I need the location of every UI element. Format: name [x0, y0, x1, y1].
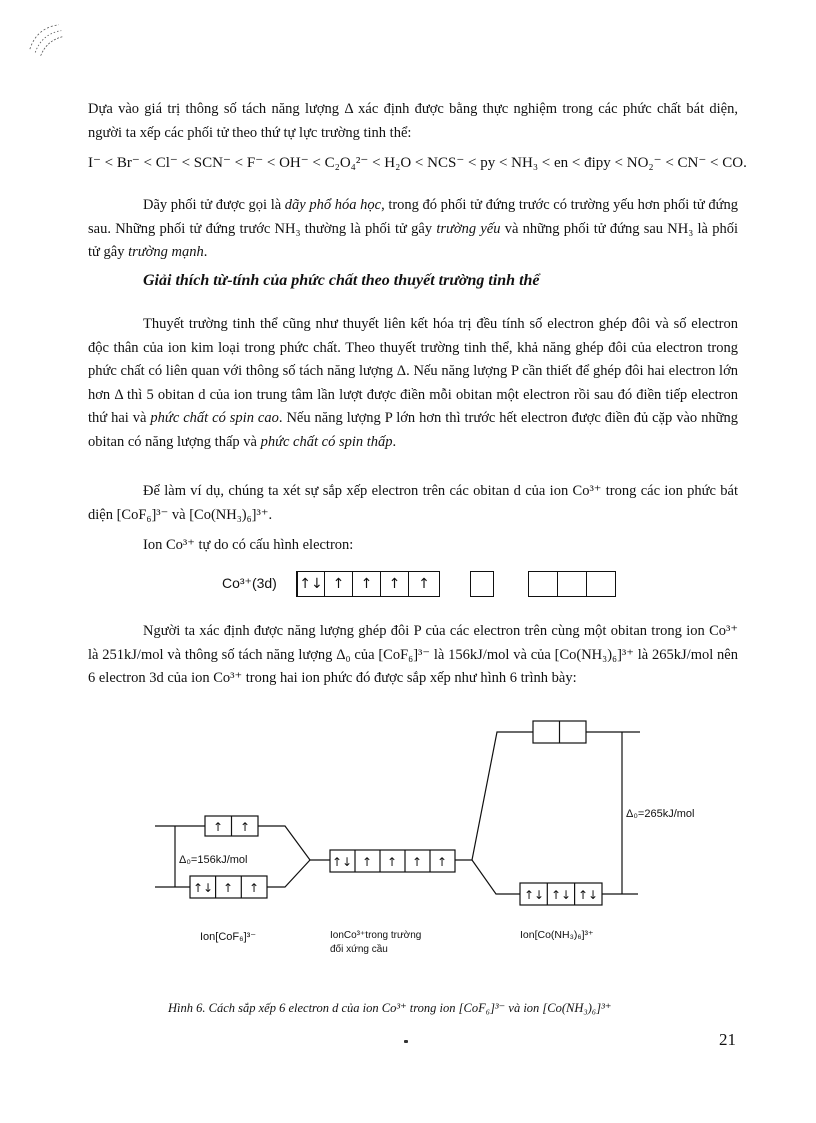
- electron-arrow: ↑: [436, 855, 448, 869]
- electron-arrow: ↑↓: [192, 881, 214, 895]
- p-orbital-box: [586, 571, 616, 597]
- electron-arrow: ↑↓: [523, 888, 545, 902]
- theory-paragraph: Thuyết trường tinh thể cũng như thuyết liên kết hóa trị đều tính số electron ghép đôi và số electron độc thân của ion kim loại trong phức chất. Theo thuyết trường tinh thể, khả năng ghép đôi của electron trong phức chất có liên quan với thông số tách năng lượng Δ. Nếu năng lượng P cần thiết để ghép đôi hai electron lớn hơn Δ thì 5 obitan d của ion trung tâm lần lượt được điền mỗi obitan một electron rồi sau đó điền tiếp electron thứ hai và phức chất có spin cao. Nếu năng lượng P lớn hơn thì trước hết electron được điền đủ cặp vào những obitan có năng lượng thấp và phức chất có spin thấp.: [88, 316, 738, 450]
- series-definition-paragraph: Dãy phối tử được gọi là dãy phổ hóa học, trong đó phối tử đứng trước có trường yếu hơn phối tử đứng sau. Những phối tử đứng trước NH₃ thường là phối tử gây trường yếu và những phối tử đứng sau NH₃ là phối tử gây trường mạnh.: [88, 197, 738, 260]
- label-cof6: Ion[CoF₆]³⁻: [200, 931, 257, 943]
- splitting-diagram: [150, 712, 730, 972]
- d-orbital-box: ↑: [324, 571, 353, 597]
- config-label: Co³⁺(3d): [222, 575, 277, 591]
- electron-arrow: ↑↓: [577, 888, 599, 902]
- energy-paragraph: Người ta xác định được năng lượng ghép đôi P của các electron trên cùng một obitan trong ion Co³⁺ là 251kJ/mol và thông số tách năng lượng Δ₀ của [CoF₆]³⁻ là 156kJ/mol và của [Co(NH₃)₆]³⁺ là 265kJ/mol nên 6 electron 3d của ion Co³⁺ trong hai ion phức đó được sắp xếp như hình 6 trình bày:: [88, 623, 738, 686]
- d-orbital-box: ↑: [352, 571, 381, 597]
- scan-speck: [404, 1040, 408, 1043]
- delta-left-label: Δ₀=156kJ/mol: [179, 854, 248, 866]
- d-orbital-box: ↑: [380, 571, 409, 597]
- label-spherical-1: IonCo³⁺trong trường: [330, 930, 422, 941]
- library-stamp: [22, 20, 72, 60]
- p-orbital-box: [557, 571, 587, 597]
- section-heading: Giải thích từ-tính của phức chất theo thuyết trường tinh thể: [143, 272, 540, 289]
- electron-arrow: ↑: [361, 855, 373, 869]
- s-orbital-box: [470, 571, 494, 597]
- free-ion-label: Ion Co³⁺ tự do có cấu hình electron:: [143, 537, 354, 553]
- electron-arrow: ↑: [239, 820, 251, 834]
- delta-right-label: Δ₀=265kJ/mol: [626, 808, 695, 820]
- example-paragraph: Để làm ví dụ, chúng ta xét sự sắp xếp electron trên các obitan d của ion Co³⁺ trong các ion phức bát diện [CoF₆]³⁻ và [Co(NH₃)₆]³⁺.: [88, 483, 738, 523]
- p-orbital-box: [528, 571, 558, 597]
- electron-arrow: ↑: [248, 881, 260, 895]
- label-conh3: Ion[Co(NH₃)₆]³⁺: [520, 929, 594, 941]
- label-spherical-2: đối xứng cầu: [330, 944, 388, 955]
- electron-arrow: ↑: [411, 855, 423, 869]
- intro-paragraph: Dựa vào giá trị thông số tách năng lượng Δ xác định được bằng thực nghiệm trong các phức chất bát diện, người ta xếp các phối tử theo thứ tự lực trường tinh thể:: [88, 101, 738, 141]
- electron-arrow: ↑↓: [331, 855, 353, 869]
- electron-arrow: ↑↓: [550, 888, 572, 902]
- figure-caption: Hình 6. Cách sắp xếp 6 electron d của ion Co³⁺ trong ion [CoF₆]³⁻ và ion [Co(NH₃)₆]³⁺: [168, 1001, 612, 1015]
- electron-arrow: ↑: [222, 881, 234, 895]
- d-orbital-box: ↑: [408, 571, 440, 597]
- d-orbital-box: ↑↓: [296, 571, 325, 597]
- spectrochemical-series: I⁻ < Br⁻ < Cl⁻ < SCN⁻ < F⁻ < OH⁻ < C₂O₄²⁻ < H₂O < NCS⁻ < py < NH₃ < en < đipy < NO₂⁻ < CN⁻ < CO.: [88, 155, 747, 171]
- electron-arrow: ↑: [212, 820, 224, 834]
- page-number: 21: [719, 1030, 736, 1049]
- electron-arrow: ↑: [386, 855, 398, 869]
